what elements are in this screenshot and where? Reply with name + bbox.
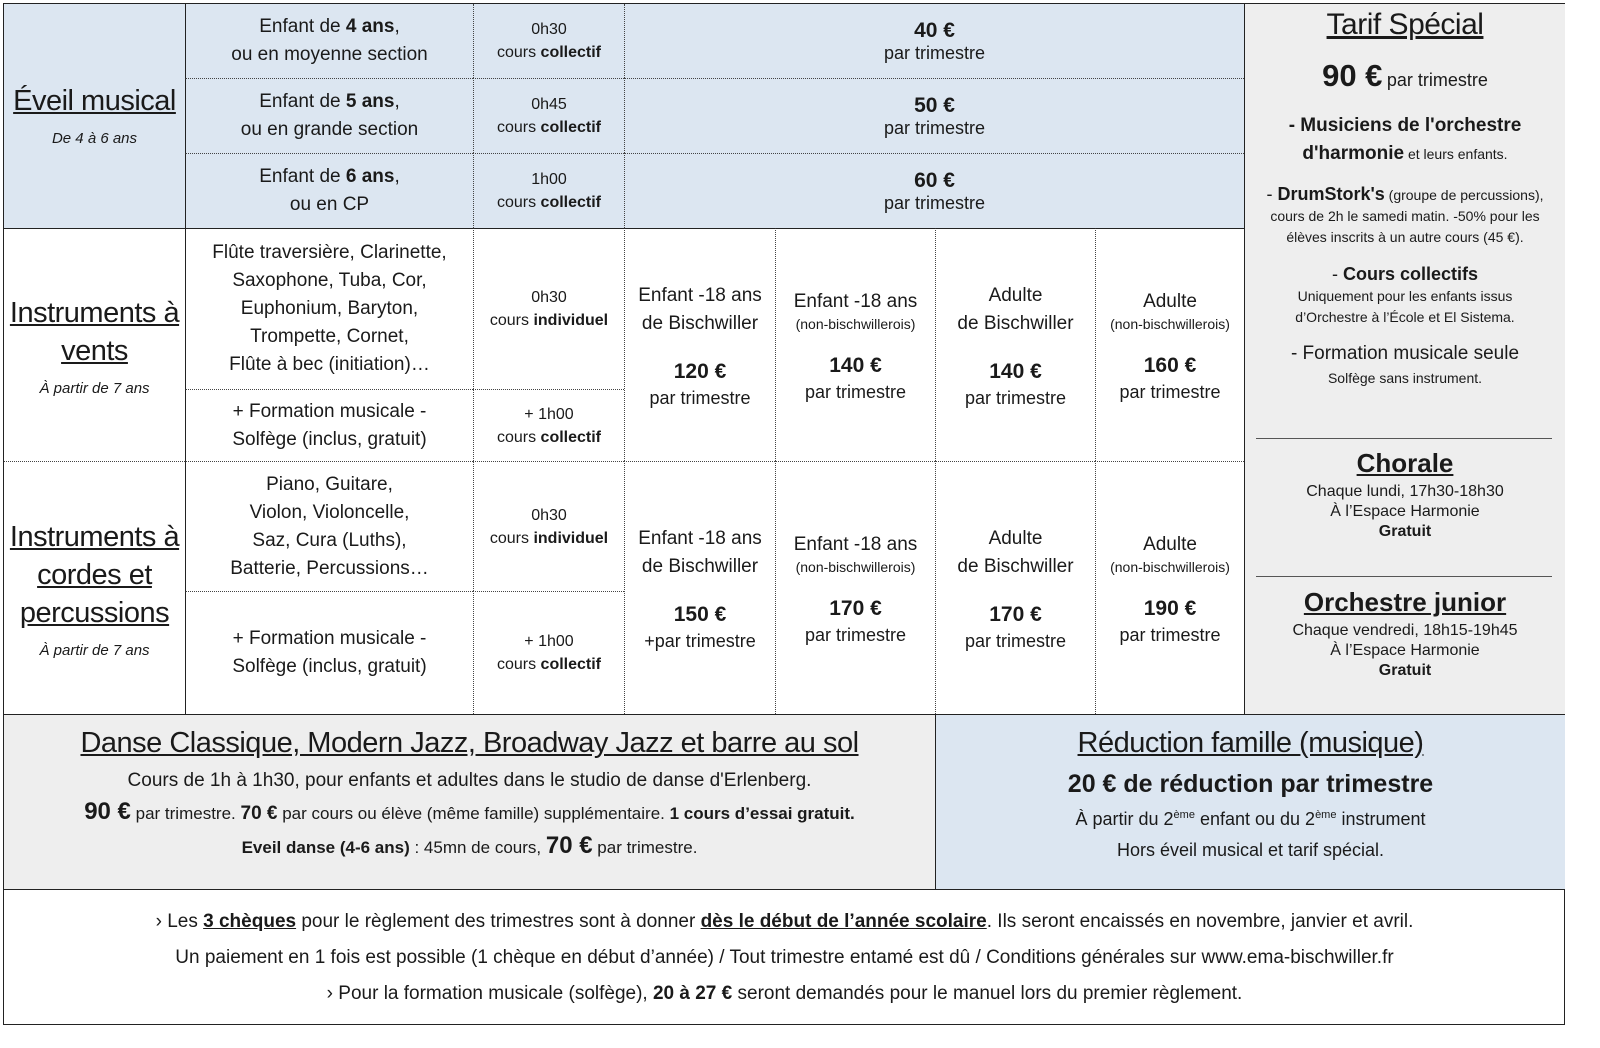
chorale <box>1245 448 1565 566</box>
vents-prices-1-l2-text: (non-bischwillerois) <box>795 315 916 332</box>
cordes-prices-3-l2-text: (non-bischwillerois) <box>1110 558 1230 575</box>
eveil-rows-1-price-text: 50 € <box>914 93 955 117</box>
vents-duration-individual <box>473 228 624 389</box>
reduction-section <box>935 714 1565 889</box>
eveil-rows-2-dur-text: 1h00 <box>531 171 567 188</box>
reduction-title: Réduction famille (musique) <box>1077 727 1424 759</box>
vents-fm-l2-text: Solfège (inclus, gratuit) <box>232 428 427 450</box>
cordes-instruments <box>185 461 473 591</box>
eveil-row-1-price <box>624 4 1244 78</box>
vents-dur1-text: 0h30 <box>531 289 567 306</box>
divider-2 <box>1256 576 1552 577</box>
cordes-prices-2-l1-text: Adulte <box>988 527 1043 549</box>
cordes-instr-3-text: Batterie, Percussions… <box>230 557 429 579</box>
special-drum-small-text: (groupe de percussions), <box>1384 187 1544 203</box>
vents-prices-3-l1-text: Adulte <box>1143 290 1197 312</box>
vents-prices-1-l1-text: Enfant -18 ans <box>793 290 918 312</box>
vents-price-child-nonlocal <box>775 228 935 461</box>
eveil-row-1-desc <box>185 4 473 78</box>
footer-a1-text: › Les <box>155 910 204 932</box>
danse-section <box>4 714 935 889</box>
footer-a-u-text: 3 chèques <box>203 910 297 932</box>
eveil-row-2-duration <box>473 78 624 153</box>
eveil-rows-0-type-pre-text: cours <box>496 44 541 61</box>
footer-c2-text: seront demandés pour le manuel lors du premier règlement. <box>732 982 1243 1004</box>
vents-type2-pre-text: cours <box>496 428 541 446</box>
cordes-prices-1-price-text: 170 € <box>829 596 882 620</box>
cordes-duration-individual <box>473 461 624 591</box>
special-musiciens-small-text: et leurs enfants. <box>1404 146 1508 162</box>
vents-instr-2-text: Euphonium, Baryton, <box>240 298 419 319</box>
special-drum-l2-text: cours de 2h le samedi matin. -50% pour les <box>1270 208 1540 224</box>
cordes-title-line-1: Instruments à <box>9 520 180 553</box>
orchestre-price-text: Gratuit <box>1378 662 1432 679</box>
vents-fm-l1-text: + Formation musicale - <box>232 400 427 422</box>
danse-t3-text: par trimestre. <box>592 838 698 857</box>
danse-eveil-t-text: : 45mn de cours, <box>409 838 546 857</box>
cordes-prices-1-l1-text: Enfant -18 ans <box>793 533 918 555</box>
eveil-rows-0-price-text: 40 € <box>914 18 955 42</box>
cordes-type1-pre-text: cours <box>489 529 534 547</box>
special-fm-sub-text: Solfège sans instrument. <box>1327 370 1483 386</box>
vents-type1-bold-text: individuel <box>533 312 609 329</box>
cordes-title-line-3: percussions <box>19 596 170 629</box>
vents-age: À partir de 7 ans <box>39 379 150 397</box>
special-drum-pre-text: - <box>1266 184 1278 204</box>
vents-prices-0-price-text: 120 € <box>673 359 727 383</box>
eveil-rows-2-type-bold-text: collectif <box>540 194 602 211</box>
danse-p1-text: 90 € <box>84 798 131 825</box>
eveil-rows-0-type-bold-text: collectif <box>540 44 602 61</box>
footer-a3-text: . Ils seront encaissés en novembre, janvier et avril. <box>986 910 1414 932</box>
vents-prices-2-l1-text: Adulte <box>988 284 1043 306</box>
reduction-main-text: 20 € de réduction par trimestre <box>1067 770 1434 798</box>
cordes-type2-bold-text: collectif <box>540 656 602 673</box>
cordes-prices-2-per-text: par trimestre <box>964 630 1067 651</box>
eveil-rows-1-l1-post-text: , <box>394 91 400 112</box>
cordes-header <box>4 461 185 714</box>
vents-price-adult-nonlocal <box>1095 228 1244 461</box>
footer-a-bu-text: dès le début de l’année scolaire <box>700 910 987 932</box>
cordes-prices-0-per-text: +par trimestre <box>644 630 756 651</box>
eveil-rows-0-l1-bold-text: 4 ans <box>345 16 395 37</box>
cordes-prices-2-l2-text: de Bischwiller <box>957 555 1074 577</box>
cordes-price-adult-nonlocal <box>1095 461 1244 714</box>
vents-prices-3-per-text: par trimestre <box>1119 381 1221 402</box>
tarif-drumstork <box>1266 184 1543 248</box>
cordes-age: À partir de 7 ans <box>39 641 150 659</box>
vents-prices-1-per-text: par trimestre <box>804 381 907 402</box>
tarif-special-price <box>1322 58 1488 94</box>
eveil-rows-2-price-text: 60 € <box>914 168 955 192</box>
vents-instr-0-text: Flûte traversière, Clarinette, <box>212 242 447 263</box>
cordes-prices-3-price-text: 190 € <box>1143 596 1197 620</box>
vents-dur2-text: + 1h00 <box>524 405 574 423</box>
cordes-prices-2-price-text: 170 € <box>989 602 1042 626</box>
special-drum-l3-text: élèves inscrits à un autre cours (45 €). <box>1286 229 1524 245</box>
cordes-type1-bold-text: individuel <box>533 529 609 547</box>
vents-instruments <box>185 228 473 389</box>
cordes-prices-3-l1-text: Adulte <box>1143 533 1197 555</box>
footer-line-3 <box>327 976 1243 1012</box>
eveil-rows-1-type-pre-text: cours <box>496 119 541 136</box>
chorale-price-text: Gratuit <box>1378 523 1432 540</box>
danse-l1-text: Cours de 1h à 1h30, pour enfants et adultes dans le studio de danse d'Erlenberg. <box>127 770 812 791</box>
tarif-special-title: Tarif Spécial <box>1326 8 1484 41</box>
cordes-duration-collective <box>473 591 624 714</box>
vents-prices-0-l2-text: de Bischwiller <box>641 312 759 334</box>
eveil-row-1-duration <box>473 4 624 78</box>
eveil-rows-1-per-text: par trimestre <box>883 117 986 138</box>
vents-prices-2-per-text: par trimestre <box>964 387 1067 408</box>
danse-title: Danse Classique, Modern Jazz, Broadway Jazz et barre au sol <box>80 727 859 759</box>
danse-eveil-bold-text: Eveil danse (4-6 ans) <box>241 838 410 857</box>
chorale-when-text: Chaque lundi, 17h30-18h30 <box>1306 483 1504 500</box>
danse-t1-text: par trimestre. <box>130 804 241 823</box>
vents-price-child-local <box>624 228 775 461</box>
cordes-prices-0-l1-text: Enfant -18 ans <box>638 527 762 549</box>
cordes-prices-1-l2-text: (non-bischwillerois) <box>795 558 916 575</box>
special-drum-bold-text: DrumStork's <box>1277 184 1385 204</box>
vents-title-line-2: vents <box>61 334 128 367</box>
reduction-l1-c-text: instrument <box>1336 809 1426 829</box>
vents-type1-pre-text: cours <box>489 312 534 329</box>
eveil-rows-1-l1-pre-text: Enfant de <box>259 91 346 112</box>
cordes-price-adult-local <box>935 461 1095 714</box>
reduction-l2-text: Hors éveil musical et tarif spécial. <box>1116 840 1385 860</box>
vents-type2-bold-text: collectif <box>540 428 602 446</box>
special-price-text: 90 € <box>1322 58 1383 93</box>
eveil-rows-0-l1-post-text: , <box>394 16 400 37</box>
eveil-row-2-desc <box>185 78 473 153</box>
vents-prices-1-price-text: 140 € <box>829 353 882 377</box>
eveil-rows-1-dur-text: 0h45 <box>531 96 567 113</box>
eveil-header <box>4 4 185 228</box>
tarif-musiciens <box>1289 112 1522 168</box>
orchestre-title: Orchestre junior <box>1303 587 1507 617</box>
footer-line-2: Un paiement en 1 fois est possible (1 chèque en début d’année) / Tout trimestre entamé est dû / Conditions générales sur www.ema-bischwiller.fr <box>175 946 1394 968</box>
cordes-dur1-text: 0h30 <box>531 506 567 524</box>
footer-c-b-text: 20 à 27 € <box>652 982 733 1004</box>
eveil-row-3-price <box>624 153 1244 228</box>
footer-c1-text: › Pour la formation musicale (solfège), <box>326 982 653 1004</box>
cordes-dur2-text: + 1h00 <box>524 633 574 650</box>
vents-prices-2-price-text: 140 € <box>989 359 1042 383</box>
vents-instr-4-text: Flûte à bec (initiation)… <box>229 354 430 375</box>
vents-prices-0-per-text: par trimestre <box>649 387 751 408</box>
divider-1 <box>1256 438 1552 439</box>
reduction-sup1-text: ème <box>1173 809 1195 821</box>
danse-p3-text: 70 € <box>545 832 593 859</box>
cordes-price-child-nonlocal <box>775 461 935 714</box>
eveil-rows-1-l2-text: ou en grande section <box>240 119 419 140</box>
eveil-rows-0-dur-text: 0h30 <box>531 21 567 38</box>
cordes-fm-l1-text: + Formation musicale - <box>232 628 427 649</box>
vents-prices-2-l2-text: de Bischwiller <box>957 312 1074 334</box>
chorale-title: Chorale <box>1356 448 1454 478</box>
eveil-rows-2-l1-bold-text: 6 ans <box>345 166 395 187</box>
reduction-sup2-text: ème <box>1315 809 1337 821</box>
vents-price-adult-local <box>935 228 1095 461</box>
eveil-row-3-duration <box>473 153 624 228</box>
cordes-prices-0-price-text: 150 € <box>673 602 727 626</box>
special-coll-l3-text: d’Orchestre à l’École et El Sistema. <box>1295 309 1515 325</box>
vents-instr-3-text: Trompette, Cornet, <box>250 326 409 347</box>
orchestre-where-text: À l’Espace Harmonie <box>1330 642 1480 659</box>
reduction-l1-a-text: À partir du 2 <box>1075 809 1174 829</box>
cordes-prices-0-l2-text: de Bischwiller <box>641 555 759 577</box>
vents-prices-3-l2-text: (non-bischwillerois) <box>1110 315 1230 332</box>
special-musiciens-bold2-text: d'harmonie <box>1302 143 1405 164</box>
tarif-cours-collectifs <box>1295 264 1514 328</box>
special-musiciens-bold-text: - Musiciens de l'orchestre <box>1288 115 1522 136</box>
vents-formation-musicale <box>185 389 473 461</box>
special-coll-l2-text: Uniquement pour les enfants issus <box>1297 288 1513 304</box>
eveil-rows-2-type-pre-text: cours <box>496 194 541 211</box>
cordes-fm-l2-text: Solfège (inclus, gratuit) <box>232 656 427 677</box>
vents-prices-0-l1-text: Enfant -18 ans <box>638 284 762 306</box>
cordes-instr-2-text: Saz, Cura (Luths), <box>252 529 407 551</box>
cordes-prices-3-per-text: par trimestre <box>1119 624 1221 645</box>
special-coll-pre-text: - <box>1331 264 1343 284</box>
cordes-title-line-2: cordes et <box>37 558 152 591</box>
cordes-prices-1-per-text: par trimestre <box>804 624 907 645</box>
special-coll-bold-text: Cours collectifs <box>1342 264 1479 284</box>
eveil-rows-2-per-text: par trimestre <box>883 192 986 213</box>
eveil-row-3-desc <box>185 153 473 228</box>
eveil-rows-2-l1-pre-text: Enfant de <box>259 166 346 187</box>
vents-header <box>4 228 185 461</box>
footer-a2-text: pour le règlement des trimestres sont à donner <box>296 910 701 932</box>
cordes-price-child-local <box>624 461 775 714</box>
eveil-rows-0-per-text: par trimestre <box>883 42 986 63</box>
orchestre-junior <box>1245 587 1565 705</box>
eveil-rows-2-l1-post-text: , <box>394 166 400 187</box>
cordes-formation-musicale <box>185 591 473 714</box>
cordes-instr-1-text: Violon, Violoncelle, <box>249 501 410 523</box>
cordes-type2-pre-text: cours <box>496 656 541 673</box>
vents-prices-3-price-text: 160 € <box>1143 353 1197 377</box>
eveil-rows-2-l2-text: ou en CP <box>289 194 370 215</box>
special-fm-title-text: - Formation musicale seule <box>1290 343 1520 364</box>
eveil-age: De 4 à 6 ans <box>51 130 138 147</box>
eveil-title: Éveil musical <box>13 85 176 117</box>
eveil-rows-1-l1-bold-text: 5 ans <box>345 91 395 112</box>
cordes-instr-0-text: Piano, Guitare, <box>266 473 393 495</box>
vents-duration-collective <box>473 389 624 461</box>
chorale-where-text: À l’Espace Harmonie <box>1330 503 1480 520</box>
eveil-rows-1-type-bold-text: collectif <box>540 119 602 136</box>
tarif-special <box>1245 8 1565 428</box>
reduction-l1-b-text: enfant ou du 2 <box>1194 809 1316 829</box>
eveil-row-2-price <box>624 78 1244 153</box>
danse-essai-text: 1 cours d’essai gratuit. <box>669 804 855 823</box>
tarif-formation-seule <box>1291 342 1519 390</box>
eveil-rows-0-l1-pre-text: Enfant de <box>259 16 346 37</box>
danse-t2-text: par cours ou élève (même famille) supplémentaire. <box>277 804 670 823</box>
vents-instr-1-text: Saxophone, Tuba, Cor, <box>232 270 427 291</box>
special-per-text: par trimestre <box>1386 70 1488 90</box>
vents-title-line-1: Instruments à <box>9 296 180 329</box>
footer-notes <box>4 889 1565 1025</box>
orchestre-when-text: Chaque vendredi, 18h15-19h45 <box>1292 622 1518 639</box>
eveil-rows-0-l2-text: ou en moyenne section <box>231 44 428 65</box>
danse-p2-text: 70 € <box>240 803 278 824</box>
footer-line-1 <box>156 904 1414 940</box>
